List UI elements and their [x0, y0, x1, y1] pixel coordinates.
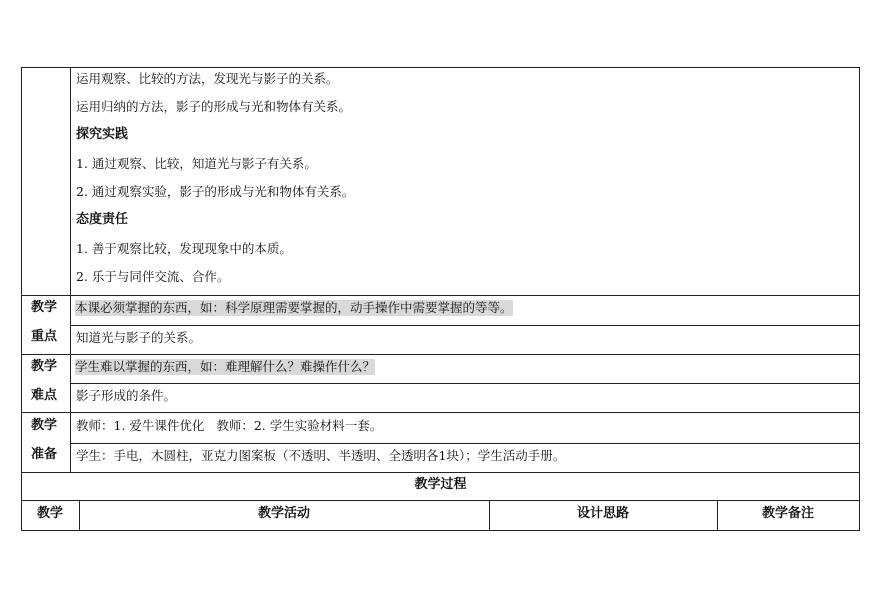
preparation-teacher: 教师：1. 爱牛课件优化 教师：2. 学生实验材料一套。 — [76, 418, 383, 433]
row-divider-preparation-inner — [70, 443, 860, 444]
key-points-label-2: 重点 — [31, 329, 58, 344]
difficulties-label-1: 教学 — [31, 359, 58, 374]
process-column-header-4: 教学备注 — [761, 506, 814, 521]
preparation-label-2: 准备 — [31, 447, 58, 462]
difficulties-hint: 学生难以掌握的东西，如：难理解什么？难操作什么？ — [75, 359, 376, 374]
row-divider-key-points — [21, 295, 860, 296]
practice-heading: 探究实践 — [76, 127, 129, 142]
preparation-student: 学生：手电，木圆柱，亚克力图案板（不透明、半透明、全透明各1块）；学生活动手册。 — [76, 448, 566, 463]
preparation-label-1: 教学 — [31, 418, 58, 433]
process-column-header-1: 教学 — [36, 506, 63, 521]
row-divider-preparation — [21, 412, 860, 413]
key-points-content: 知道光与影子的关系。 — [76, 330, 202, 345]
key-points-hint: 本课必须掌握的东西，如：科学原理需要掌握的，动手操作中需要掌握的等等。 — [75, 300, 513, 315]
row-divider-process-header — [21, 500, 860, 501]
key-points-label-1: 教学 — [31, 300, 58, 315]
table-border-left — [21, 67, 22, 531]
table-border-top — [21, 67, 860, 68]
attitude-line-2: 2. 乐于与同伴交流、合作。 — [76, 269, 230, 284]
process-column-header-3: 设计思路 — [576, 506, 629, 521]
difficulties-label-2: 难点 — [31, 388, 58, 403]
goal-line-1: 运用观察、比较的方法，发现光与影子的关系。 — [76, 71, 339, 86]
attitude-line-1: 1. 善于观察比较，发现现象中的本质。 — [76, 241, 292, 256]
difficulties-content: 影子形成的条件。 — [76, 388, 177, 403]
process-column-header-2: 教学活动 — [257, 506, 310, 521]
row-divider-difficulties-inner — [70, 383, 860, 384]
process-title: 教学过程 — [414, 477, 467, 492]
practice-line-2: 2. 通过观察实验，影子的形成与光和物体有关系。 — [76, 184, 355, 199]
goal-line-2: 运用归纳的方法，影子的形成与光和物体有关系。 — [76, 99, 352, 114]
table-border-right — [859, 67, 860, 531]
row-divider-key-points-inner — [70, 325, 860, 326]
attitude-heading: 态度责任 — [76, 212, 129, 227]
practice-line-1: 1. 通过观察、比较，知道光与影子有关系。 — [76, 156, 317, 171]
row-divider-process-title — [21, 472, 860, 473]
row-divider-difficulties — [21, 354, 860, 355]
table-border-bottom — [21, 530, 860, 531]
